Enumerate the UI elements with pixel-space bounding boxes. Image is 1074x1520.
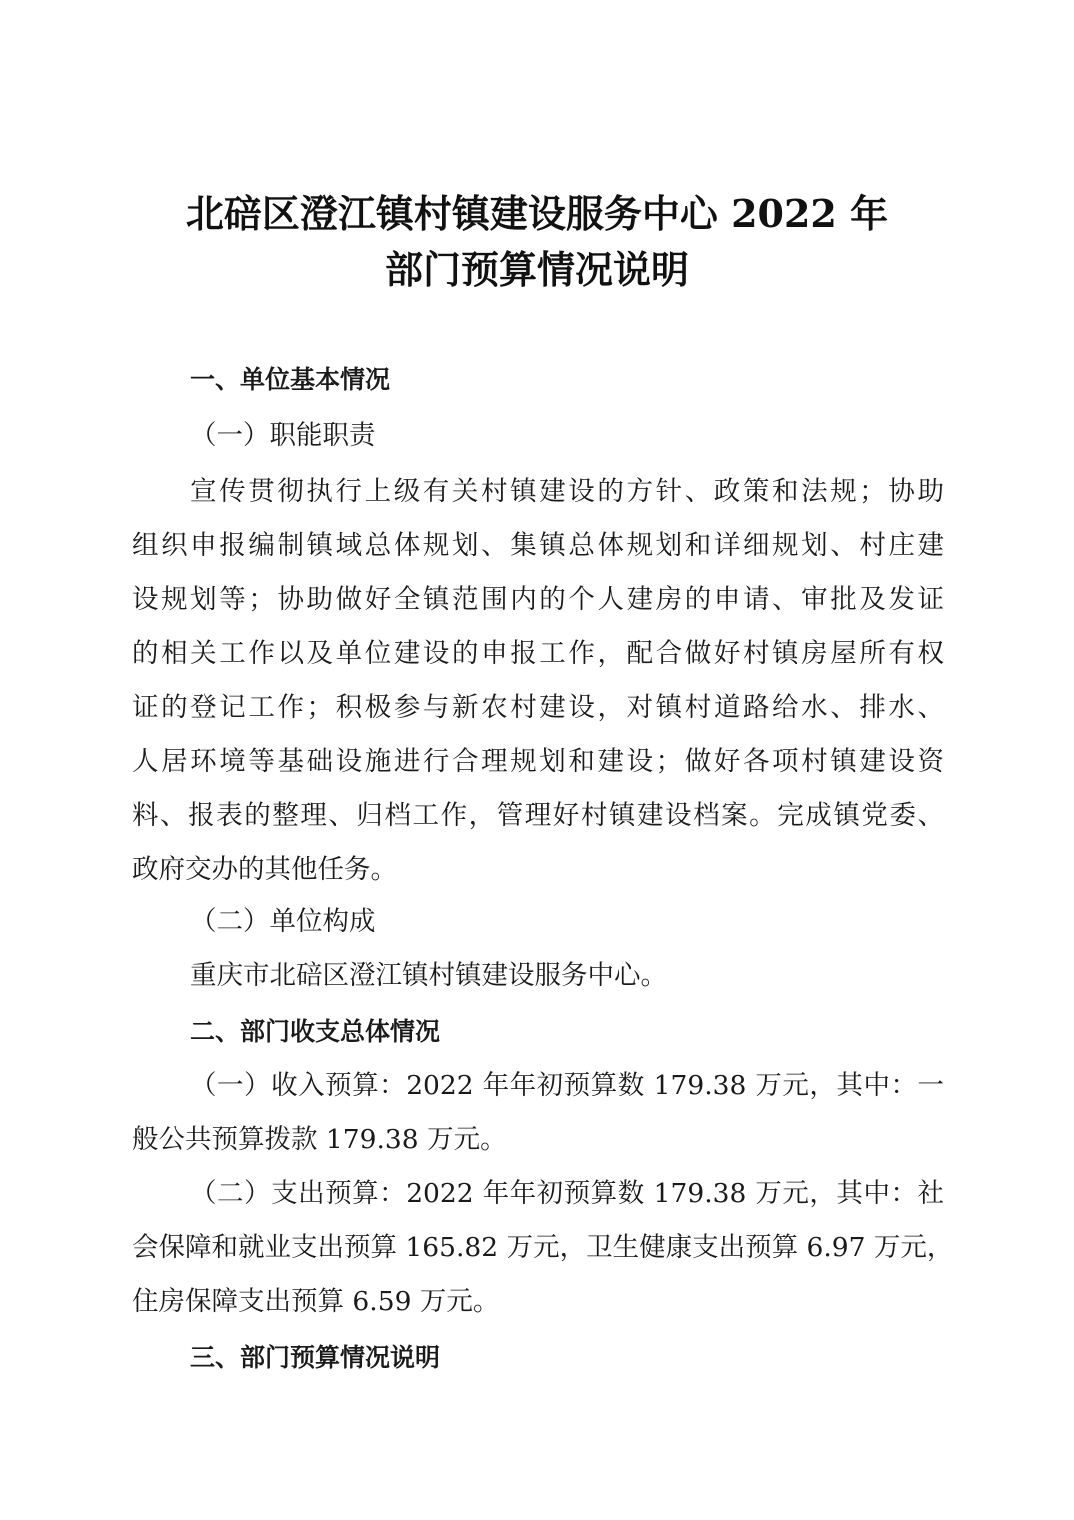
expense-budget-line: （二）支出预算：2022 年年初预算数 179.38 万元，其中：社 — [190, 1178, 944, 1209]
paragraph-line: 组织申报编制镇域总体规划、集镇总体规划和详细规划、村庄建 — [132, 530, 944, 561]
subsection-1-1-heading: （一）职能职责 — [190, 420, 376, 451]
expense-budget-line: 会保障和就业支出预算 165.82 万元，卫生健康支出预算 6.97 万元， — [132, 1232, 954, 1263]
unit-composition-text: 重庆市北碚区澄江镇村镇建设服务中心。 — [190, 960, 667, 991]
document-title-line-2: 部门预算情况说明 — [384, 247, 689, 292]
subsection-1-2-heading: （二）单位构成 — [190, 906, 376, 937]
paragraph-line: 的相关工作以及单位建设的申报工作，配合做好村镇房屋所有权 — [132, 638, 944, 669]
section-3-heading: 三、部门预算情况说明 — [190, 1343, 441, 1372]
paragraph-line: 料、报表的整理、归档工作，管理好村镇建设档案。完成镇党委、 — [132, 800, 944, 831]
paragraph-line: 设规划等；协助做好全镇范围内的个人建房的申请、审批及发证 — [132, 584, 944, 615]
section-2-heading: 二、部门收支总体情况 — [190, 1017, 441, 1046]
paragraph-line: 宣传贯彻执行上级有关村镇建设的方针、政策和法规；协助 — [190, 476, 944, 507]
section-1-heading: 一、单位基本情况 — [190, 365, 391, 394]
income-budget-line: 般公共预算拨款 179.38 万元。 — [132, 1124, 507, 1155]
income-budget-line: （一）收入预算：2022 年年初预算数 179.38 万元，其中：一 — [190, 1070, 944, 1101]
paragraph-line: 政府交办的其他任务。 — [132, 854, 397, 885]
paragraph-line: 证的登记工作；积极参与新农村建设，对镇村道路给水、排水、 — [132, 692, 944, 723]
expense-budget-line: 住房保障支出预算 6.59 万元。 — [132, 1286, 500, 1317]
paragraph-line: 人居环境等基础设施进行合理规划和建设；做好各项村镇建设资 — [132, 746, 944, 777]
document-title-line-1: 北碚区澄江镇村镇建设服务中心 2022 年 — [185, 191, 889, 236]
